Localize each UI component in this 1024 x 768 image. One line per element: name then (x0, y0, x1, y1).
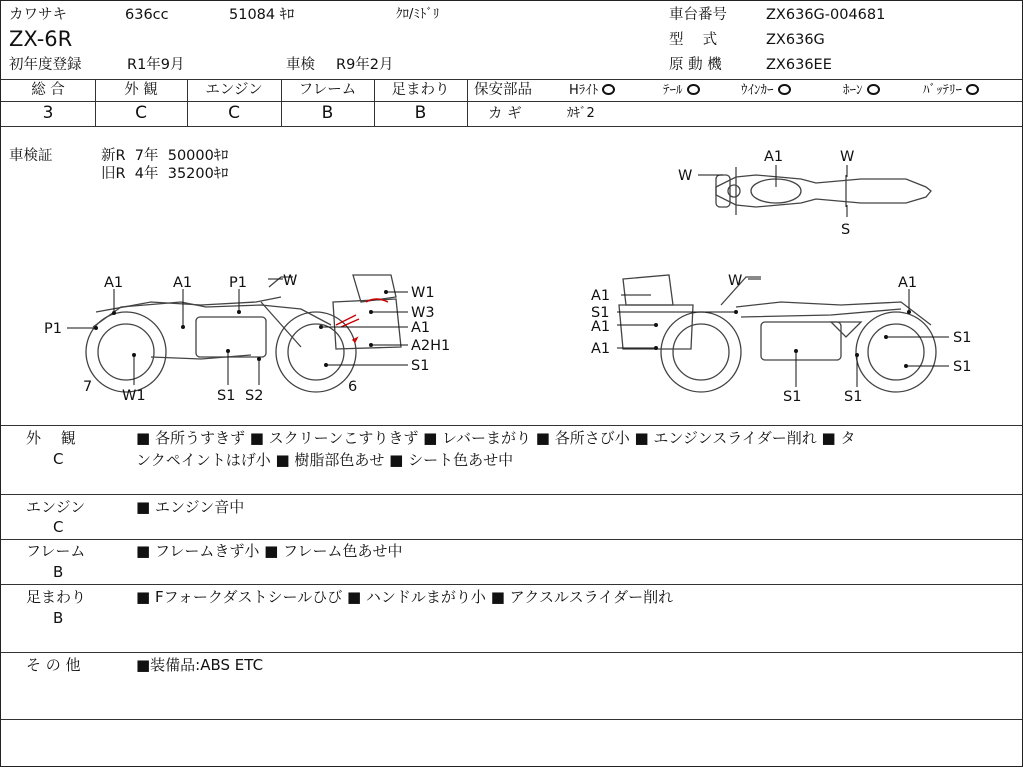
right-label-a1d: A1 (591, 341, 611, 357)
remark-line: ■装備品:ABS ETC (136, 656, 264, 674)
remark-grade: B (53, 563, 64, 581)
right-label-s1: S1 (591, 305, 610, 321)
left-label-s2: S2 (245, 388, 264, 404)
safety-headlight: Hﾗｲﾄ (569, 84, 615, 97)
left-label-a1b: A1 (173, 275, 193, 291)
safety-horn: ﾎｰﾝ (843, 84, 880, 97)
remark-label: フレーム (26, 542, 86, 560)
certificate-old: 旧R 4年 35200ｷﾛ (101, 166, 229, 182)
left-label-6: 6 (348, 379, 358, 395)
right-label-s1d: S1 (783, 389, 802, 405)
right-label-s1b: S1 (953, 330, 972, 346)
divider (1, 101, 1022, 102)
top-label-w2: W (840, 149, 855, 165)
engine-model-value: ZX636EE (766, 57, 832, 73)
remark-label: 外 観 (26, 429, 76, 447)
left-label-a1c: A1 (411, 320, 431, 336)
engine-model-label: 原 動 機 (669, 57, 722, 73)
remark-line: ■ フレームきず小 ■ フレーム色あせ中 (136, 542, 403, 560)
ok-circle-icon (687, 84, 700, 95)
left-label-w: W (283, 273, 298, 289)
right-label-a1: A1 (898, 275, 918, 291)
type-label: 型 式 (669, 32, 718, 48)
remark-line: ■ Fフォークダストシールひび ■ ハンドルまがり小 ■ アクスルスライダー削れ (136, 588, 674, 606)
remark-line: ■ 各所うすきず ■ スクリーンこすりきず ■ レバーまがり ■ 各所さび小 ■ エンジンスライダー削れ ■ タ (136, 429, 856, 447)
mileage: 51084 ｷﾛ (229, 7, 295, 23)
top-label-s: S (841, 222, 851, 238)
right-side-motorcycle (619, 275, 936, 392)
key-label: カ ギ (488, 106, 522, 122)
right-label-a1c: A1 (591, 319, 611, 335)
ok-circle-icon (867, 84, 880, 95)
left-label-w1: W1 (411, 285, 435, 301)
grade-header-overall: 総 合 (31, 82, 65, 98)
safety-label: 保安部品 (474, 82, 532, 98)
remark-grade: C (53, 518, 64, 536)
remark-line: ■ エンジン音中 (136, 498, 245, 516)
divider (1, 79, 1022, 80)
left-label-p1: P1 (229, 275, 247, 291)
safety-battery: ﾊﾞｯﾃﾘｰ (923, 84, 979, 97)
safety-tail: ﾃｰﾙ (663, 84, 700, 97)
first-reg-value: R1年9月 (127, 57, 185, 73)
grade-overall: 3 (42, 103, 54, 123)
grade-frame: B (321, 103, 334, 123)
grade-header-exterior: 外 観 (124, 82, 158, 98)
remark-grade: C (53, 450, 64, 468)
grade-engine: C (228, 103, 240, 123)
displacement: 636cc (125, 7, 169, 23)
left-label-s1b: S1 (217, 388, 236, 404)
right-label-w: W (728, 273, 743, 289)
left-label-w3: W3 (411, 305, 435, 321)
inspection-label: 車検 (286, 57, 315, 73)
ok-circle-icon (602, 84, 615, 95)
certificate-label: 車検証 (9, 148, 53, 164)
left-label-a1: A1 (104, 275, 124, 291)
model-name: ZX-6R (9, 27, 73, 51)
grade-header-frame: フレーム (298, 82, 357, 98)
ok-circle-icon (966, 84, 979, 95)
color: ｸﾛ/ﾐﾄﾞﾘ (396, 7, 440, 22)
first-reg-label: 初年度登録 (9, 57, 82, 73)
left-label-s1: S1 (411, 358, 430, 374)
right-label-s1e: S1 (844, 389, 863, 405)
grade-exterior: C (135, 103, 147, 123)
maker: カワサキ (9, 7, 67, 23)
left-side-motorcycle (86, 275, 401, 392)
ok-circle-icon (778, 84, 791, 95)
remark-label: そ の 他 (26, 656, 81, 674)
inspection-value: R9年2月 (336, 57, 394, 73)
remark-line: ンクペイントはげ小 ■ 樹脂部色あせ ■ シート色あせ中 (136, 451, 514, 469)
safety-winker: ｳｲﾝｶｰ (741, 84, 791, 97)
frame-no-value: ZX636G-004681 (766, 7, 886, 23)
left-label-w1b: W1 (122, 388, 146, 404)
left-label-a2h1: A2H1 (411, 338, 451, 354)
remark-label: 足まわり (26, 588, 87, 606)
right-label-a1b: A1 (591, 288, 611, 304)
frame-no-label: 車台番号 (669, 7, 727, 23)
grade-header-suspension: 足まわり (391, 82, 450, 98)
left-label-7: 7 (83, 379, 93, 395)
top-label-a1: A1 (764, 149, 784, 165)
left-label-p1b: P1 (44, 321, 62, 337)
damage-diagram (1, 127, 1023, 425)
key-value: ｶｷﾞ2 (567, 106, 595, 121)
remark-grade: B (53, 609, 64, 627)
right-label-s1c: S1 (953, 359, 972, 375)
certificate-new: 新R 7年 50000ｷﾛ (101, 148, 229, 164)
top-view-motorcycle (716, 167, 931, 215)
grade-header-engine: エンジン (205, 82, 263, 98)
type-value: ZX636G (766, 32, 825, 48)
remark-label: エンジン (26, 498, 86, 516)
top-label-w: W (678, 168, 693, 184)
grade-suspension: B (414, 103, 427, 123)
